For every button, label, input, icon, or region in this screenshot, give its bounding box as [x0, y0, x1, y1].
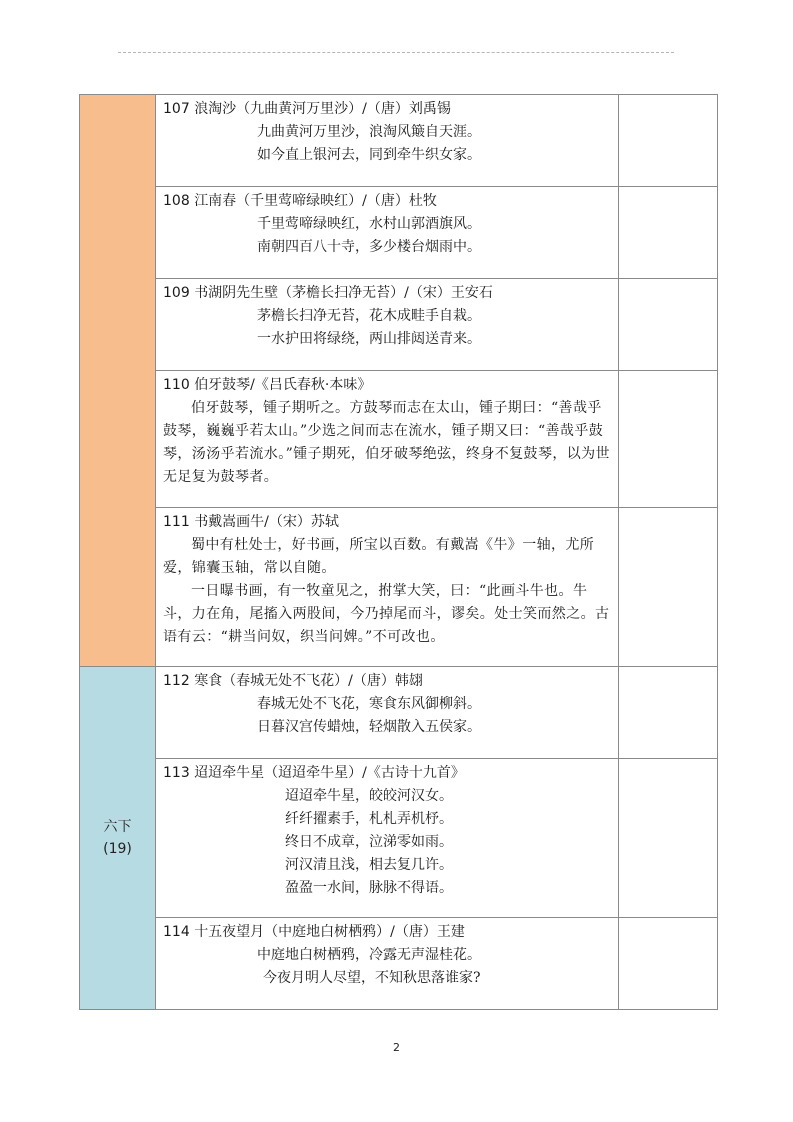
prose-paragraph: 伯牙鼓琴，锺子期听之。方鼓琴而志在太山，锺子期曰：“善哉乎鼓琴，巍巍乎若太山。”少选之间而志在流水，锺子期又曰：“善哉乎鼓琴，汤汤乎若流水。”锺子期死，伯牙破琴绝弦，终身不复鼓琴，以为世无足复为鼓琴者。 [163, 400, 610, 485]
grade-cell-six-lower [80, 667, 156, 1010]
notes-cell [619, 187, 718, 279]
verse-line: 春城无处不飞花，寒食东风御柳斜。 [257, 696, 481, 712]
poem-table [79, 94, 718, 1010]
notes-cell [619, 667, 718, 759]
notes-cell [619, 759, 718, 918]
verse-line: 纤纤擢素手，札札弄机杼。 [285, 811, 453, 827]
entry-title: 113 迢迢牵牛星（迢迢牵牛星）/《古诗十九首》 [163, 765, 465, 781]
page-number: 2 [393, 1041, 400, 1054]
entry-title: 108 江南春（千里莺啼绿映红）/（唐）杜牧 [163, 193, 437, 209]
entry-title: 107 浪淘沙（九曲黄河万里沙）/（唐）刘禹锡 [163, 101, 451, 117]
entry-title: 110 伯牙鼓琴/《吕氏春秋·本味》 [163, 377, 372, 393]
notes-cell [619, 95, 718, 187]
grade-label: 六下 [103, 819, 132, 835]
entry-title: 111 书戴嵩画牛/（宋）苏轼 [163, 514, 339, 530]
entry-107 [156, 95, 619, 187]
entry-108 [156, 187, 619, 279]
entry-title: 112 寒食（春城无处不飞花）/（唐）韩翃 [163, 673, 423, 689]
verse-line: 一水护田将绿绕，两山排闼送青来。 [257, 331, 481, 347]
prose-paragraph: 一日曝书画，有一牧童见之，拊掌大笑，曰：“此画斗牛也。牛斗，力在角，尾搐入两股间，今乃掉尾而斗，谬矣。处士笑而然之。古语有云：“耕当问奴，织当问婢。”不可改也。 [163, 583, 610, 645]
verse-line: 河汉清且浅，相去复几许。 [285, 857, 453, 873]
entry-112 [156, 667, 619, 759]
notes-cell [619, 371, 718, 508]
grade-count: (19) [103, 841, 132, 857]
header-rule [118, 52, 674, 53]
verse-line: 南朝四百八十寺，多少楼台烟雨中。 [257, 239, 481, 255]
verse-line: 终日不成章，泣涕零如雨。 [285, 834, 453, 850]
verse-line: 如今直上银河去，同到牵牛织女家。 [257, 147, 481, 163]
entry-110 [156, 371, 619, 508]
entry-title: 114 十五夜望月（中庭地白树栖鸦）/（唐）王建 [163, 924, 465, 940]
verse-line: 千里莺啼绿映红，水村山郭酒旗风。 [257, 216, 481, 232]
verse-line: 盈盈一水间，脉脉不得语。 [285, 880, 453, 896]
notes-cell [619, 918, 718, 1010]
notes-cell [619, 279, 718, 371]
entry-title: 109 书湖阴先生壁（茅檐长扫净无苔）/（宋）王安石 [163, 285, 493, 301]
verse-line: 今夜月明人尽望，不知秋思落谁家? [263, 970, 481, 986]
grade-cell-previous [80, 95, 156, 667]
entry-111 [156, 508, 619, 667]
verse-line: 茅檐长扫净无苔，花木成畦手自栽。 [257, 308, 481, 324]
verse-line: 日暮汉宫传蜡烛，轻烟散入五侯家。 [257, 719, 481, 735]
entry-113 [156, 759, 619, 918]
verse-line: 中庭地白树栖鸦，冷露无声湿桂花。 [257, 947, 481, 963]
notes-cell [619, 508, 718, 667]
verse-line: 九曲黄河万里沙，浪淘风簸自天涯。 [257, 124, 481, 140]
entry-109 [156, 279, 619, 371]
verse-line: 迢迢牵牛星，皎皎河汉女。 [285, 788, 453, 804]
prose-paragraph: 蜀中有杜处士，好书画，所宝以百数。有戴嵩《牛》一轴，尤所爱，锦囊玉轴，常以自随。 [163, 537, 595, 576]
entry-114 [156, 918, 619, 1010]
